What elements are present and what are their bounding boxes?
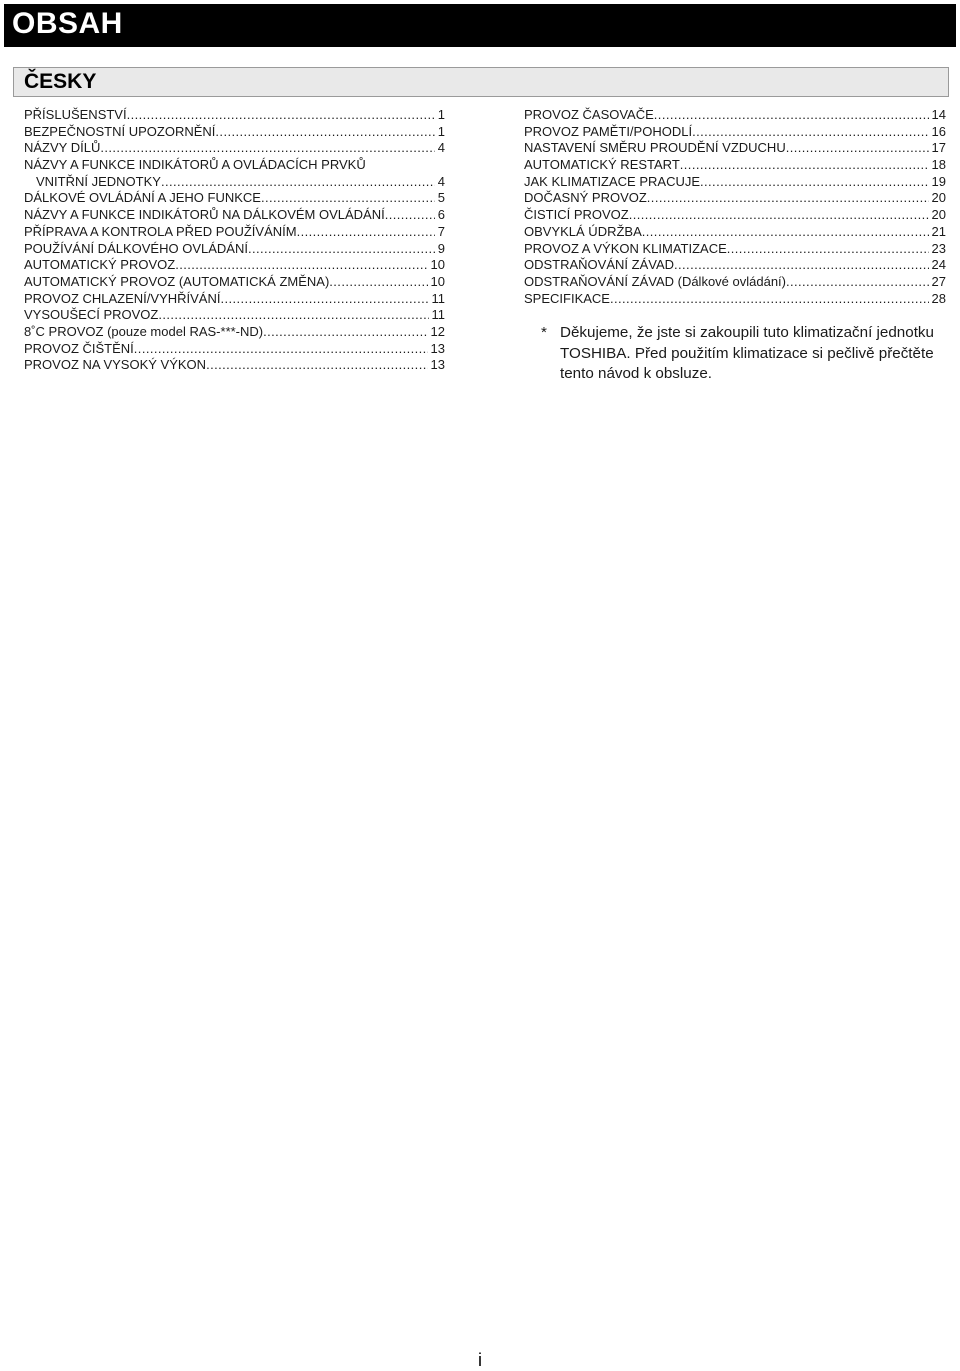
toc-leader-dots: [215, 124, 434, 141]
toc-leader-dots: [674, 257, 929, 274]
toc-entry-page: 24: [931, 257, 946, 273]
toc-entry-title: DÁLKOVÉ OVLÁDÁNÍ A JEHO FUNKCE: [24, 190, 261, 206]
toc-entry-page: 16: [931, 123, 946, 139]
toc-leader-dots: [610, 291, 929, 308]
toc-entry[interactable]: [24, 241, 445, 258]
toc-right-column: [524, 107, 946, 307]
toc-leader-dots: [654, 107, 929, 124]
toc-leader-dots: [261, 190, 435, 207]
toc-entry[interactable]: [524, 274, 946, 291]
toc-entry-page: 27: [931, 273, 946, 289]
toc-leader-dots: [158, 307, 428, 324]
toc-entry-page: 21: [931, 223, 946, 239]
toc-entry[interactable]: [24, 107, 445, 124]
toc-entry[interactable]: [24, 274, 445, 291]
toc-entry-title: PROVOZ CHLAZENÍ/VYHŘÍVÁNÍ: [24, 290, 221, 306]
toc-entry-page: 12: [430, 323, 445, 339]
toc-entry[interactable]: [24, 207, 445, 224]
toc-leader-dots: [329, 274, 427, 291]
toc-entry-title: ČISTICÍ PROVOZ: [524, 207, 629, 223]
toc-entry-page: 9: [437, 240, 445, 256]
toc-leader-dots: [206, 357, 427, 374]
toc-leader-dots: [263, 324, 427, 341]
toc-entry-page: 28: [931, 290, 946, 306]
toc-entry-title: VNITŘNÍ JEDNOTKY: [36, 173, 161, 189]
toc-entry[interactable]: [24, 140, 445, 157]
toc-leader-dots: [175, 257, 427, 274]
toc-entry-page: 7: [437, 223, 445, 239]
toc-entry-title: PROVOZ ČASOVAČE: [524, 107, 654, 122]
toc-entry-page: 20: [931, 207, 946, 223]
toc-entry-page: 5: [437, 190, 445, 206]
language-title: ČESKY: [24, 70, 97, 93]
toc-entry-title: BEZPEČNOSTNÍ UPOZORNĚNÍ: [24, 123, 216, 139]
toc-entry-title: POUŽÍVÁNÍ DÁLKOVÉHO OVLÁDÁNÍ: [24, 240, 248, 256]
page-number: i: [478, 1350, 482, 1370]
toc-entry-page: 1: [437, 123, 445, 139]
toc-entry-page: 10: [430, 273, 445, 289]
toc-entry-page: 19: [931, 173, 946, 189]
toc-entry[interactable]: [24, 257, 445, 274]
toc-entry-page: 11: [431, 307, 445, 323]
toc-entry-title: DOČASNÝ PROVOZ: [524, 190, 647, 206]
language-section-header: [13, 67, 949, 97]
toc-leader-dots: [629, 207, 929, 224]
toc-entry[interactable]: [524, 207, 946, 224]
note-asterisk: *: [541, 324, 547, 341]
toc-entry[interactable]: [524, 190, 946, 207]
page-title: OBSAH: [12, 7, 123, 40]
toc-entry[interactable]: [24, 341, 445, 358]
toc-entry-page: 4: [437, 140, 445, 156]
toc-leader-dots: [786, 274, 929, 291]
toc-entry[interactable]: [524, 140, 946, 157]
thank-you-note: [541, 323, 956, 385]
toc-entry-title: VYSOUŠECÍ PROVOZ: [24, 307, 159, 323]
toc-entry-title: PŘÍPRAVA A KONTROLA PŘED POUŽÍVÁNÍM: [24, 223, 297, 239]
toc-entry[interactable]: [524, 291, 946, 308]
toc-entry[interactable]: [24, 174, 445, 191]
toc-entry[interactable]: [524, 257, 946, 274]
toc-entry-page: 23: [931, 240, 946, 256]
toc-leader-dots: [100, 140, 434, 157]
toc-entry-title: AUTOMATICKÝ PROVOZ: [24, 257, 176, 273]
toc-entry[interactable]: [24, 224, 445, 241]
toc-leader-dots: [161, 174, 435, 191]
toc-entry-page: 13: [430, 340, 445, 356]
toc-entry-page: 14: [931, 107, 946, 122]
header-bar: [4, 4, 956, 47]
toc-entry-title: NÁZVY A FUNKCE INDIKÁTORŮ NA DÁLKOVÉM OVLÁDÁNÍ: [24, 207, 385, 223]
toc-leader-dots: [700, 174, 929, 191]
toc-leader-dots: [248, 241, 435, 258]
toc-entry-page: 4: [437, 173, 445, 189]
toc-entry-page: 10: [430, 257, 445, 273]
toc-leader-dots: [385, 207, 435, 224]
toc-entry[interactable]: [24, 124, 445, 141]
toc-entry-title: PROVOZ A VÝKON KLIMATIZACE: [524, 240, 727, 256]
toc-leader-dots: [692, 124, 928, 141]
toc-entry-title: NÁZVY DÍLŮ: [24, 140, 101, 156]
toc-entry-title: JAK KLIMATIZACE PRACUJE: [524, 173, 701, 189]
toc-entry-title: AUTOMATICKÝ PROVOZ (AUTOMATICKÁ ZMĚNA): [24, 273, 330, 289]
toc-entry-page: 13: [430, 357, 445, 373]
toc-entry-title: PŘÍSLUŠENSTVÍ: [24, 107, 127, 122]
toc-entry-page: 17: [931, 140, 946, 156]
toc-leader-dots: [127, 107, 435, 124]
toc-leader-dots: [134, 341, 428, 358]
toc-entry-page: 11: [431, 290, 445, 306]
toc-entry-page: 18: [931, 157, 946, 173]
toc-entry-page: 20: [931, 190, 946, 206]
toc-entry[interactable]: [24, 324, 445, 341]
toc-entry[interactable]: [524, 241, 946, 258]
toc-entry[interactable]: [24, 307, 445, 324]
toc-entry-title: 8˚C PROVOZ (pouze model RAS-***-ND): [24, 323, 264, 339]
toc-entry-heading: NÁZVY A FUNKCE INDIKÁTORŮ A OVLÁDACÍCH PRVKŮ: [24, 157, 366, 173]
toc-leader-dots: [786, 140, 929, 157]
toc-entry-page: 6: [437, 207, 445, 223]
toc-entry-title: ODSTRAŇOVÁNÍ ZÁVAD: [524, 257, 675, 273]
toc-entry[interactable]: [524, 224, 946, 241]
toc-leader-dots: [297, 224, 435, 241]
toc-entry-title: PROVOZ NA VYSOKÝ VÝKON: [24, 357, 207, 373]
toc-entry[interactable]: [24, 190, 445, 207]
toc-entry-title: OBVYKLÁ ÚDRŽBA: [524, 223, 642, 239]
toc-entry[interactable]: [524, 174, 946, 191]
toc-entry-title: SPECIFIKACE: [524, 290, 610, 306]
toc-entry[interactable]: [24, 357, 445, 374]
toc-entry-title: PROVOZ PAMĚTI/POHODLÍ: [524, 123, 693, 139]
toc-leader-dots: [680, 157, 929, 174]
toc-entry[interactable]: [524, 157, 946, 174]
toc-entry[interactable]: [524, 124, 946, 141]
note-text: Děkujeme, že jste si zakoupili tuto klimatizační jednotku TOSHIBA. Před použitím klimatizace si pečlivě přečtěte tento návod k obsluze.: [560, 324, 934, 382]
toc-leader-dots: [220, 291, 428, 308]
toc-entry[interactable]: [524, 107, 946, 124]
toc-entry[interactable]: [24, 291, 445, 308]
toc-leader-dots: [647, 190, 929, 207]
toc-entry-page: 1: [437, 107, 445, 122]
toc-leader-dots: [727, 241, 929, 258]
toc-left-column: [24, 107, 445, 374]
toc-entry-title: ODSTRAŇOVÁNÍ ZÁVAD (Dálkové ovládání): [524, 273, 786, 289]
toc-leader-dots: [642, 224, 929, 241]
toc-entry-title: NASTAVENÍ SMĚRU PROUDĚNÍ VZDUCHU: [524, 140, 786, 156]
toc-entry-title: PROVOZ ČIŠTĚNÍ: [24, 340, 134, 356]
toc-entry-title: AUTOMATICKÝ RESTART: [524, 157, 680, 173]
